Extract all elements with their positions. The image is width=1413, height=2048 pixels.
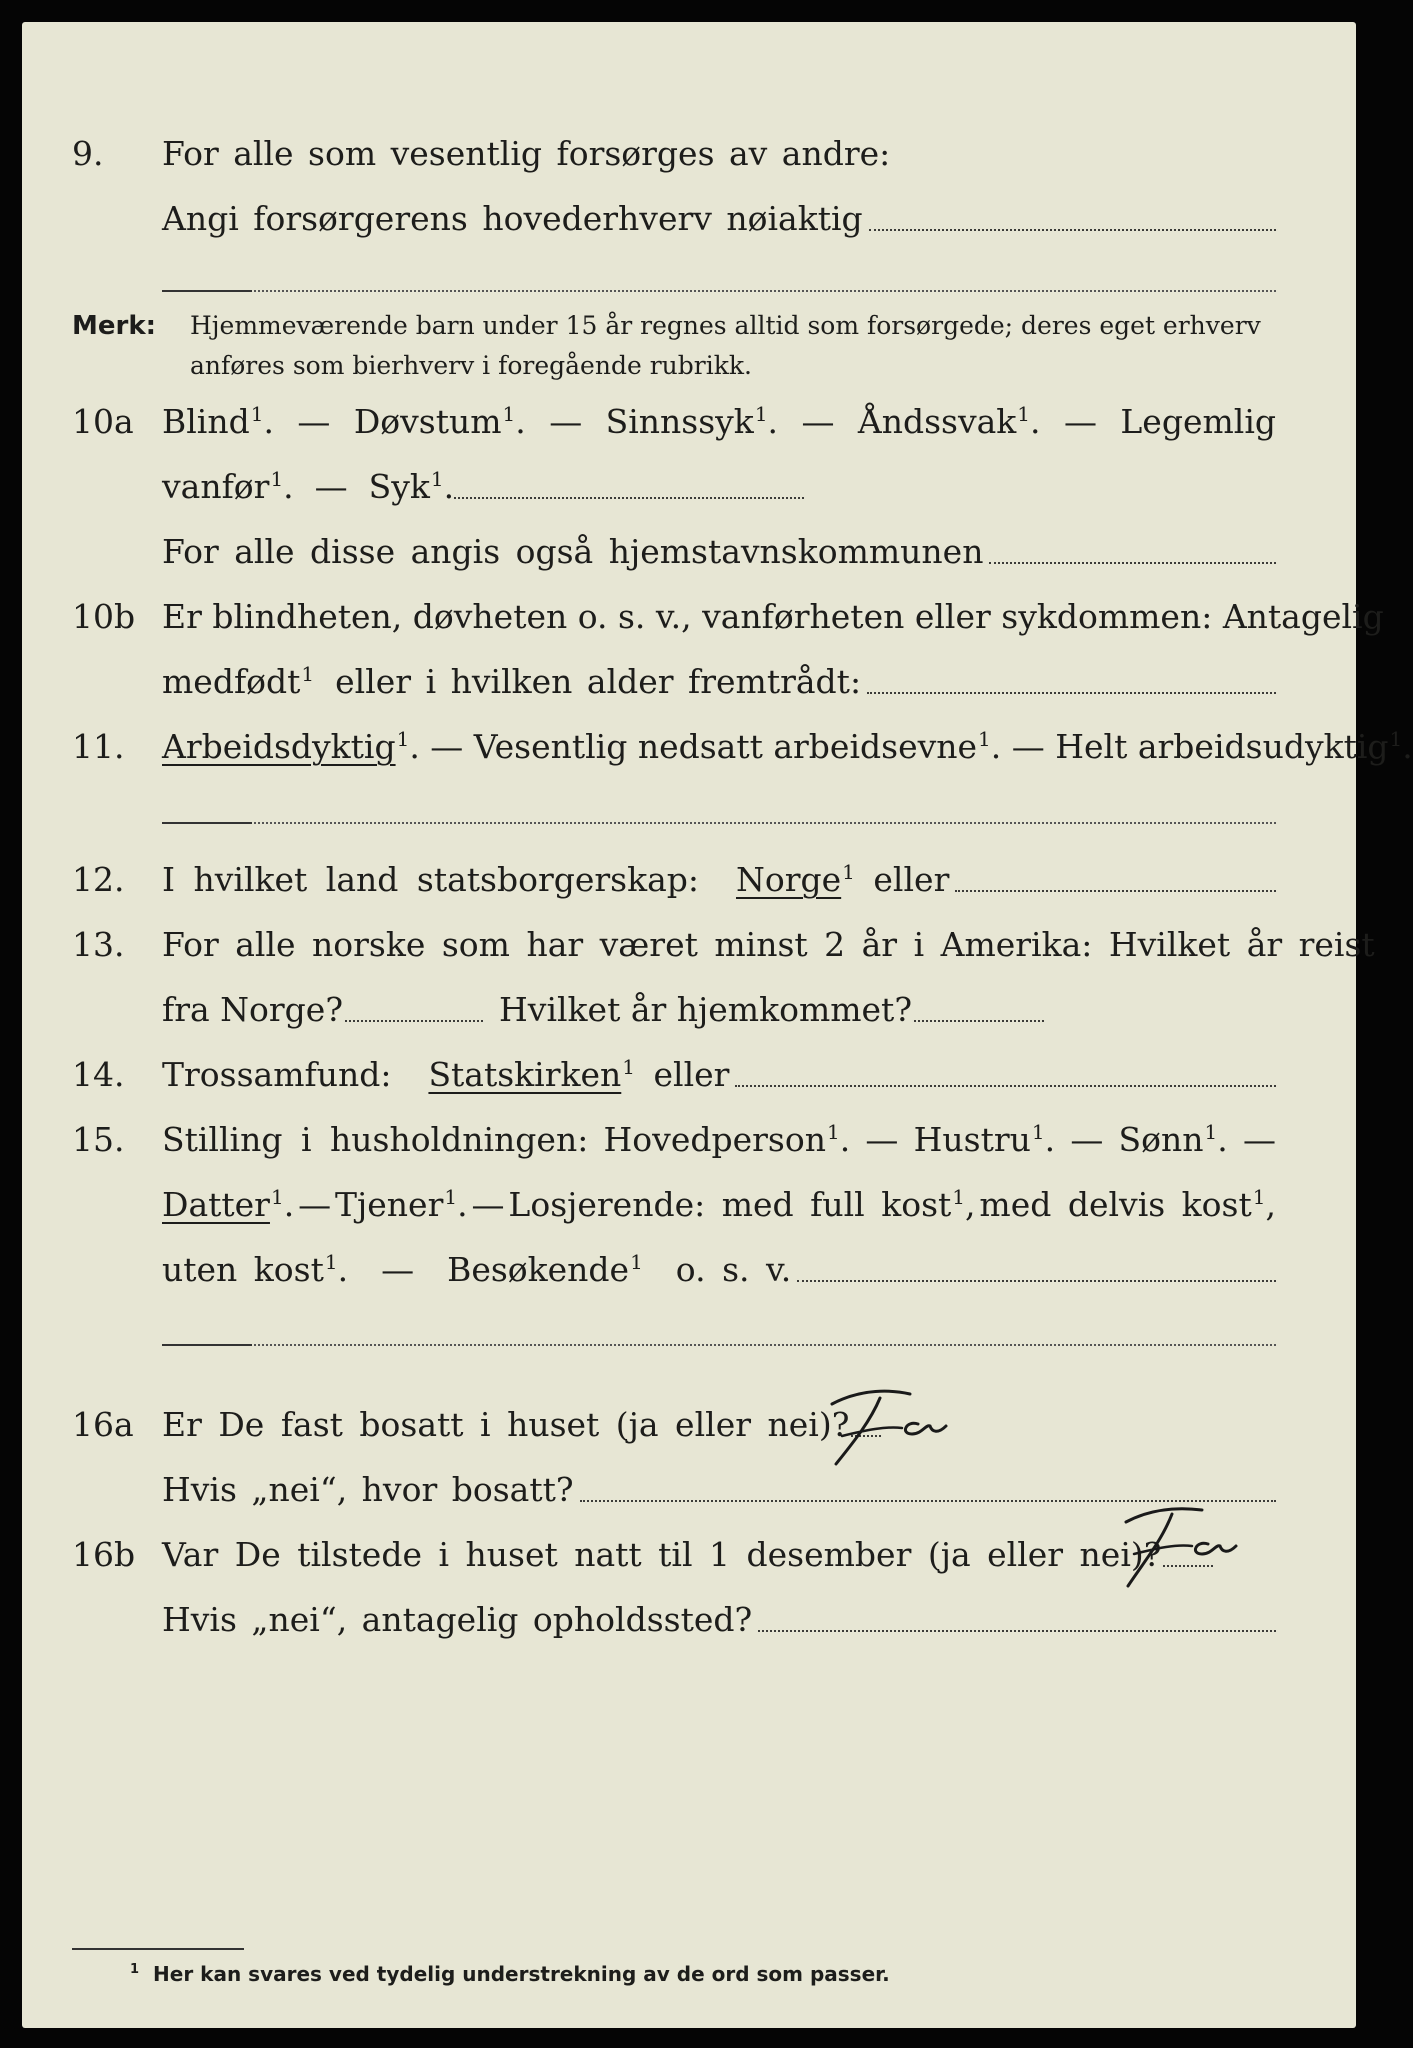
question-10a-line-3 <box>22 532 1356 572</box>
option-medfodt[interactable]: medfødt <box>162 662 301 701</box>
question-text: Hvis „nei“, antagelig opholdssted? <box>162 1600 753 1639</box>
answer-field-16a-bosatt[interactable] <box>580 1478 1276 1502</box>
answer-field-10b[interactable] <box>867 670 1276 694</box>
question-10a: 10a Blind$^1$. — Døvstum$^1$. — Sinnssyk$^1$. — Åndssvak$^1$. — Legemlig <box>72 402 1276 441</box>
question-15: 15. Stilling i husholdningen: Hovedperson$^1$. — Hustru$^1$. — Sønn$^1$. — <box>72 1120 1276 1159</box>
question-text: I hvilket land statsborgerskap: <box>162 860 700 899</box>
question-text: Stilling i husholdningen: <box>162 1120 589 1159</box>
question-9-line-2 <box>22 199 1356 239</box>
question-number: 16b <box>72 1535 136 1574</box>
question-number: 10b <box>72 597 136 636</box>
note-merk-line-2 <box>22 346 1356 386</box>
answer-field-10a[interactable] <box>454 475 804 499</box>
question-number: 14. <box>72 1055 125 1094</box>
question-text: For alle som vesentlig forsørges av andre: <box>162 134 891 173</box>
option-hovedperson[interactable]: Hovedperson <box>603 1120 826 1159</box>
question-15-line-3: uten kost$^1$. — Besøkende$^1$ o. s. v. <box>22 1250 1356 1290</box>
option-norge[interactable]: Norge <box>736 860 842 899</box>
question-12: 12. I hvilket land statsborgerskap: Norge$^1$ eller <box>22 860 1356 900</box>
note-text: Hjemmeværende barn under 15 år regnes alltid som forsørgede; deres eget erhverv <box>190 311 1261 340</box>
section-divider <box>162 1344 1276 1346</box>
question-text: Trossamfund: <box>162 1055 392 1094</box>
section-divider <box>162 290 1276 292</box>
answer-field-hjemstavn[interactable] <box>989 540 1276 564</box>
answer-field-hjemkommet[interactable] <box>914 998 1044 1022</box>
answer-field-9[interactable] <box>869 207 1276 231</box>
footnote-text: Her kan svares ved tydelig understrekning av de ord som passer. <box>153 1962 890 1986</box>
option-uten-kost[interactable]: uten kost <box>162 1250 324 1289</box>
answer-field-reist[interactable] <box>345 998 483 1022</box>
question-text: For alle disse angis også hjemstavnskommunen <box>162 532 984 571</box>
option-hustru[interactable]: Hustru <box>913 1120 1031 1159</box>
option-sonn[interactable]: Sønn <box>1118 1120 1204 1159</box>
question-10a-line-2: vanfør$^1$. — Syk$^1$. <box>22 467 1356 507</box>
note-merk <box>22 306 1356 346</box>
question-text: Er De fast bosatt i huset (ja eller nei)? <box>162 1405 850 1444</box>
question-14: 14. Trossamfund: Statskirken$^1$ eller <box>22 1055 1356 1095</box>
option-vanfor[interactable]: vanfør <box>162 467 270 506</box>
option-syk[interactable]: Syk <box>368 467 430 506</box>
question-text: Hvilket år hjemkommet? <box>499 990 913 1029</box>
option-andssvak[interactable]: Åndssvak <box>857 402 1017 441</box>
footnote-rule <box>72 1948 244 1950</box>
question-text: eller i hvilken alder fremtrådt: <box>335 662 862 701</box>
question-number: 11. <box>72 727 125 766</box>
question-number: 9. <box>72 134 104 173</box>
handwritten-answer-16a <box>822 1380 972 1474</box>
question-10b-line-2: medfødt$^1$ eller i hvilken alder fremtrådt: <box>22 662 1356 702</box>
question-13-line-2 <box>22 990 1356 1030</box>
answer-field-16b-opholdssted[interactable] <box>758 1608 1276 1632</box>
answer-field-15[interactable] <box>797 1258 1276 1282</box>
question-16a <box>22 1405 1356 1445</box>
option-tjener[interactable]: Tjener <box>335 1185 444 1224</box>
option-datter[interactable]: Datter <box>162 1185 270 1224</box>
option-besokende[interactable]: Besøkende <box>447 1250 630 1289</box>
option-blind[interactable]: Blind <box>162 402 250 441</box>
question-15-line-2: Datter$^1$. — Tjener$^1$. — Losjerende: med full kost$^1$, med delvis kost$^1$, <box>162 1185 1276 1224</box>
question-text: Var De tilstede i huset natt til 1 desember (ja eller nei)? <box>162 1535 1162 1574</box>
note-label: Merk: <box>72 311 157 341</box>
option-delvis-kost[interactable]: med delvis kost <box>979 1185 1252 1224</box>
question-11: 11. Arbeidsdyktig$^1$. — Vesentlig nedsatt arbeidsevne$^1$. — Helt arbeidsudyktig$^1$. <box>72 727 1413 766</box>
option-sinnssyk[interactable]: Sinnssyk <box>605 402 754 441</box>
option-nedsatt[interactable]: Vesentlig nedsatt arbeidsevne <box>473 727 978 766</box>
question-number: 12. <box>72 860 125 899</box>
census-form-page <box>22 22 1413 2028</box>
answer-field-12[interactable] <box>955 868 1276 892</box>
handwritten-ja-mark <box>1112 1500 1262 1590</box>
question-text: Angi forsørgerens hovederhverv nøiaktig <box>162 199 863 238</box>
question-text: fra Norge? <box>162 990 344 1029</box>
question-9 <box>22 134 1356 174</box>
question-number: 15. <box>72 1120 125 1159</box>
question-number: 13. <box>72 925 125 964</box>
question-text: Hvis „nei“, hvor bosatt? <box>162 1470 574 1509</box>
question-text: Er blindheten, døvheten o. s. v., vanførheten eller sykdommen: Antagelig <box>162 597 1384 636</box>
option-udyktig[interactable]: Helt arbeidsudyktig <box>1055 727 1389 766</box>
section-divider <box>162 822 1276 824</box>
note-text: anføres som bierhverv i foregående rubrikk. <box>190 351 752 380</box>
question-10b <box>22 597 1384 637</box>
footnote: $^1$ Her kan svares ved tydelig understrekning av de ord som passer. <box>130 1962 890 1986</box>
question-text: For alle norske som har været minst 2 år i Amerika: Hvilket år reist <box>162 925 1375 964</box>
handwritten-ja-mark <box>822 1380 972 1470</box>
question-number: 16a <box>72 1405 134 1444</box>
option-dovstum[interactable]: Døvstum <box>353 402 502 441</box>
option-statskirken[interactable]: Statskirken <box>428 1055 622 1094</box>
option-legemlig[interactable]: Legemlig <box>1120 402 1276 441</box>
question-16b-line-2 <box>22 1600 1356 1640</box>
answer-field-14[interactable] <box>735 1063 1276 1087</box>
option-full-kost[interactable]: Losjerende: med full kost <box>508 1185 952 1224</box>
question-number: 10a <box>72 402 134 441</box>
handwritten-answer-16b <box>1112 1500 1262 1594</box>
option-arbeidsdyktig[interactable]: Arbeidsdyktig <box>162 727 396 766</box>
question-13 <box>22 925 1375 965</box>
